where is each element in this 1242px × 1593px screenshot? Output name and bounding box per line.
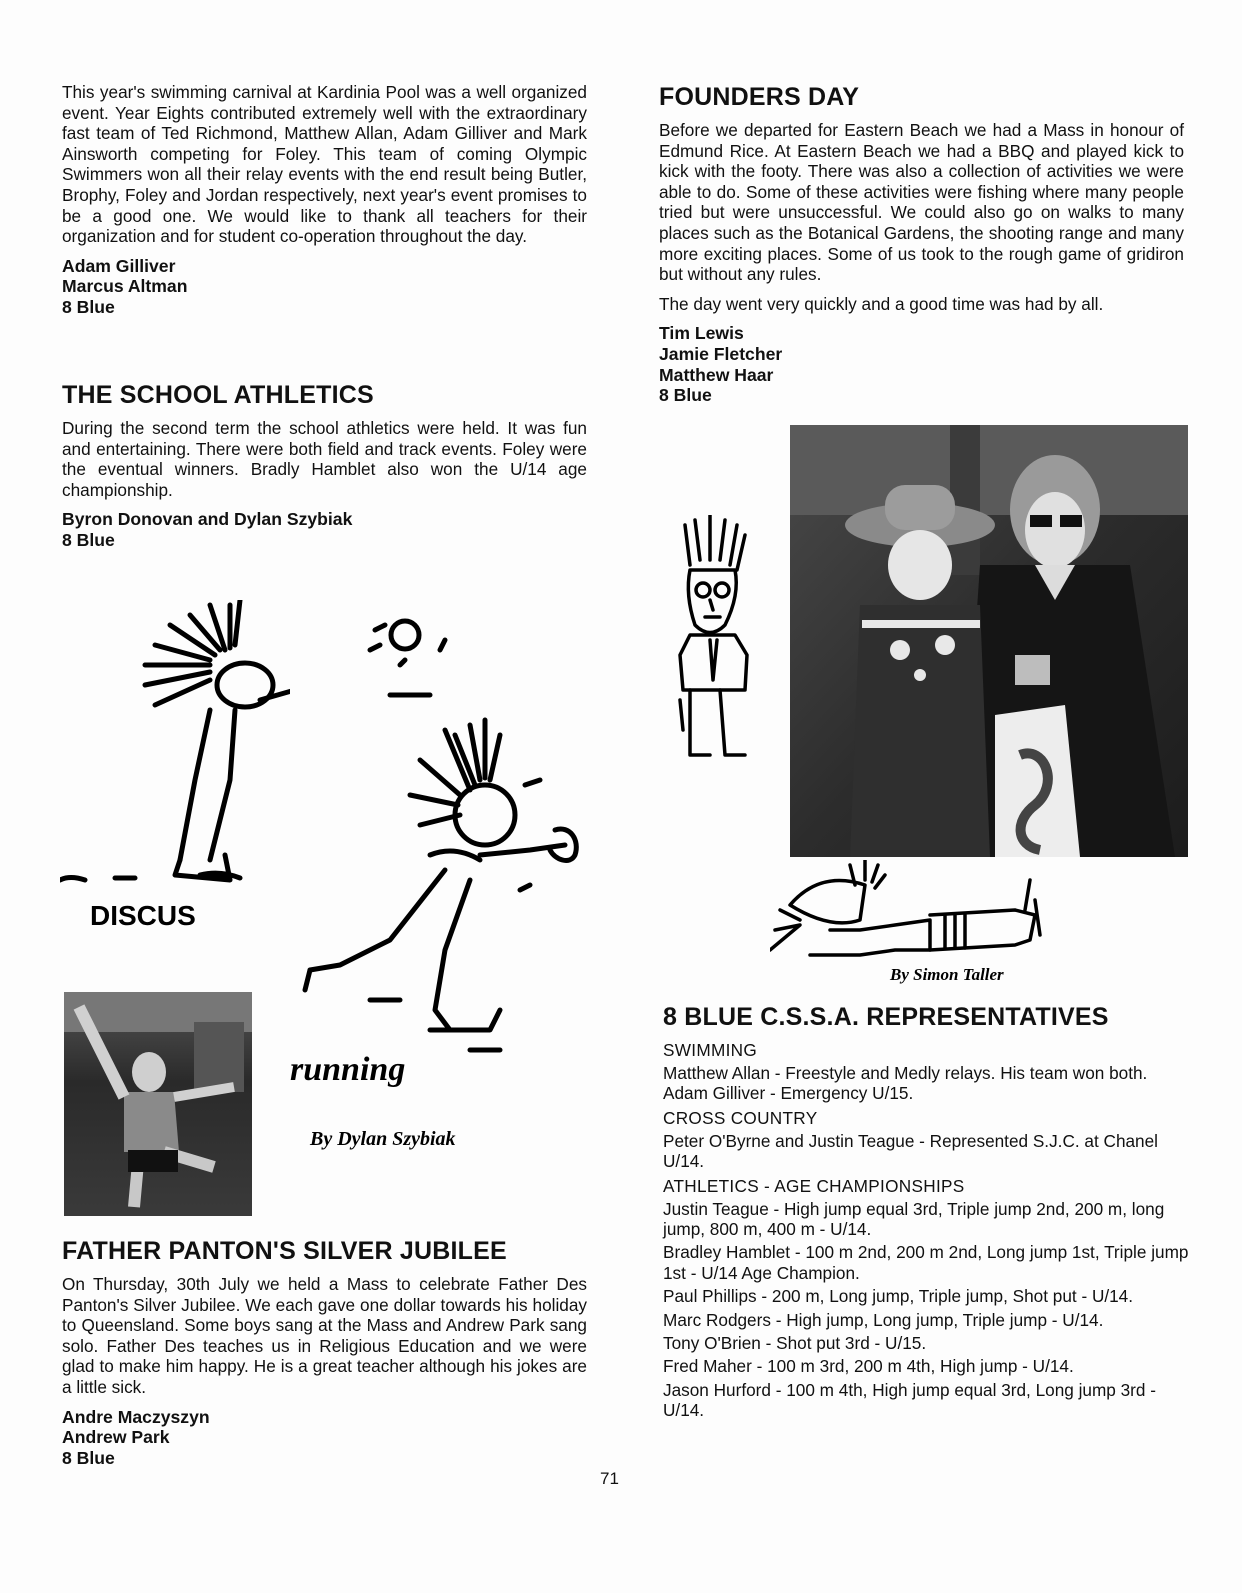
- lying-figure-sketch: [770, 860, 1090, 990]
- jubilee-author-1: Andre Maczyszyn: [62, 1406, 210, 1427]
- athletics-rep-4: Marc Rodgers - High jump, Long jump, Triple jump - U/14.: [663, 1309, 1104, 1330]
- discus-sketch: [60, 600, 290, 940]
- founders-heading: FOUNDERS DAY: [659, 83, 860, 111]
- athletics-article: [62, 380, 587, 551]
- standing-figure-sketch: [675, 515, 765, 775]
- swimming-author-1: Adam Gilliver: [62, 255, 176, 276]
- athletics-photo: [64, 992, 252, 1216]
- swimming-subheading: SWIMMING: [663, 1040, 758, 1060]
- founders-day-photo-image: [790, 425, 1188, 857]
- csa-heading: 8 BLUE C.S.S.A. REPRESENTATIVES: [663, 1003, 1109, 1031]
- jubilee-text: On Thursday, 30th July we held a Mass to celebrate Father Des Panton's Silver Jubilee. We each gave one dollar towards his holiday to Queensland. Some boys sang at the Mass and Andrew Park sang solo. Father Des teaches us in Religious Education and we were glad to make him happy. He is a great teacher although his jokes are a little sick.: [62, 1274, 587, 1397]
- jubilee-heading: FATHER PANTON'S SILVER JUBILEE: [62, 1237, 507, 1265]
- founders-author-4: 8 Blue: [659, 385, 712, 406]
- discus-label: DISCUS: [90, 900, 196, 931]
- founders-author-1: Tim Lewis: [659, 323, 744, 344]
- lying-figure-credit: By Simon Taller: [890, 965, 1004, 984]
- running-credit: By Dylan Szybiak: [310, 1128, 456, 1150]
- athletics-text: During the second term the school athletics were held. It was fun and entertaining. There were both field and track events. Foley were the eventual winners. Bradly Hamblet also won the U/14 age championship.: [62, 418, 587, 500]
- swimming-article: [62, 82, 587, 318]
- founders-author-3: Matthew Haar: [659, 364, 774, 385]
- jubilee-author-3: 8 Blue: [62, 1447, 115, 1468]
- athletics-heading: THE SCHOOL ATHLETICS: [62, 381, 374, 409]
- csa-article: [663, 1002, 1190, 1424]
- running-sketch: [270, 610, 590, 1170]
- founders-text-1: Before we departed for Eastern Beach we had a Mass in honour of Edmund Rice. At Eastern Beach we had a BBQ and played kick to kick with the footy. There was also a collection of activities we were able to do. Some of these activities were fishing where many people tried but were unsuccessful. We could also go on walks to many places such as the Botanical Gardens, the shooting range and many more exciting places. Some of us took to the rough game of gridiron but without any rules.: [659, 120, 1184, 285]
- swimming-text: This year's swimming carnival at Kardinia Pool was a well organized event. Year Eights contributed extremely well with the extraordinary fast team of Ted Richmond, Matthew Allan, Adam Gilliver and Mark Ainsworth competing for Foley. This team of coming Olympic Swimmers won all their relay events with the end result being Butler, Brophy, Foley and Jordan respectively, next year's event promises to be a good one. We would like to thank all teachers for their organization and for student co-operation throughout the day.: [62, 82, 587, 247]
- founders-day-photo: [790, 425, 1188, 857]
- athletics-rep-7: Jason Hurford - 100 m 4th, High jump equal 3rd, Long jump 3rd - U/14.: [663, 1379, 1156, 1421]
- cross-country-subheading: CROSS COUNTRY: [663, 1107, 818, 1128]
- swimming-rep-1: Matthew Allan - Freestyle and Medly relays. His team won both. Adam Gilliver - Emergency U/15.: [663, 1063, 1148, 1104]
- athletics-rep-3: Paul Phillips - 200 m, Long jump, Triple jump, Shot put - U/14.: [663, 1286, 1134, 1307]
- athletics-rep-5: Tony O'Brien - Shot put 3rd - U/15.: [663, 1333, 927, 1354]
- cross-country-rep-1: Peter O'Byrne and Justin Teague - Represented S.J.C. at Chanel U/14.: [663, 1130, 1158, 1172]
- running-label: running: [290, 1051, 406, 1088]
- founders-text-2: The day went very quickly and a good time was had by all.: [659, 293, 1104, 314]
- founders-author-2: Jamie Fletcher: [659, 343, 783, 364]
- swimming-author-2: Marcus Altman: [62, 276, 188, 297]
- jubilee-article: [62, 1236, 587, 1468]
- athletics-rep-1: Justin Teague - High jump equal 3rd, Triple jump 2nd, 200 m, long jump, 800 m, 400 m - U/14.: [663, 1198, 1165, 1240]
- athletics-rep-6: Fred Maher - 100 m 3rd, 200 m 4th, High jump - U/14.: [663, 1356, 1074, 1377]
- athletics-subheading: ATHLETICS - AGE CHAMPIONSHIPS: [663, 1175, 965, 1196]
- founders-article: [659, 82, 1184, 406]
- athletics-rep-2: Bradley Hamblet - 100 m 2nd, 200 m 2nd, Long jump 1st, Triple jump 1st - U/14 Age Champion.: [663, 1242, 1189, 1283]
- swimming-author-3: 8 Blue: [62, 296, 115, 317]
- athletics-author-1: Byron Donovan and Dylan Szybiak: [62, 509, 353, 530]
- jubilee-author-2: Andrew Park: [62, 1427, 170, 1448]
- athletics-author-2: 8 Blue: [62, 529, 115, 550]
- athletics-photo-image: [64, 992, 252, 1216]
- page-number: 71: [600, 1469, 619, 1488]
